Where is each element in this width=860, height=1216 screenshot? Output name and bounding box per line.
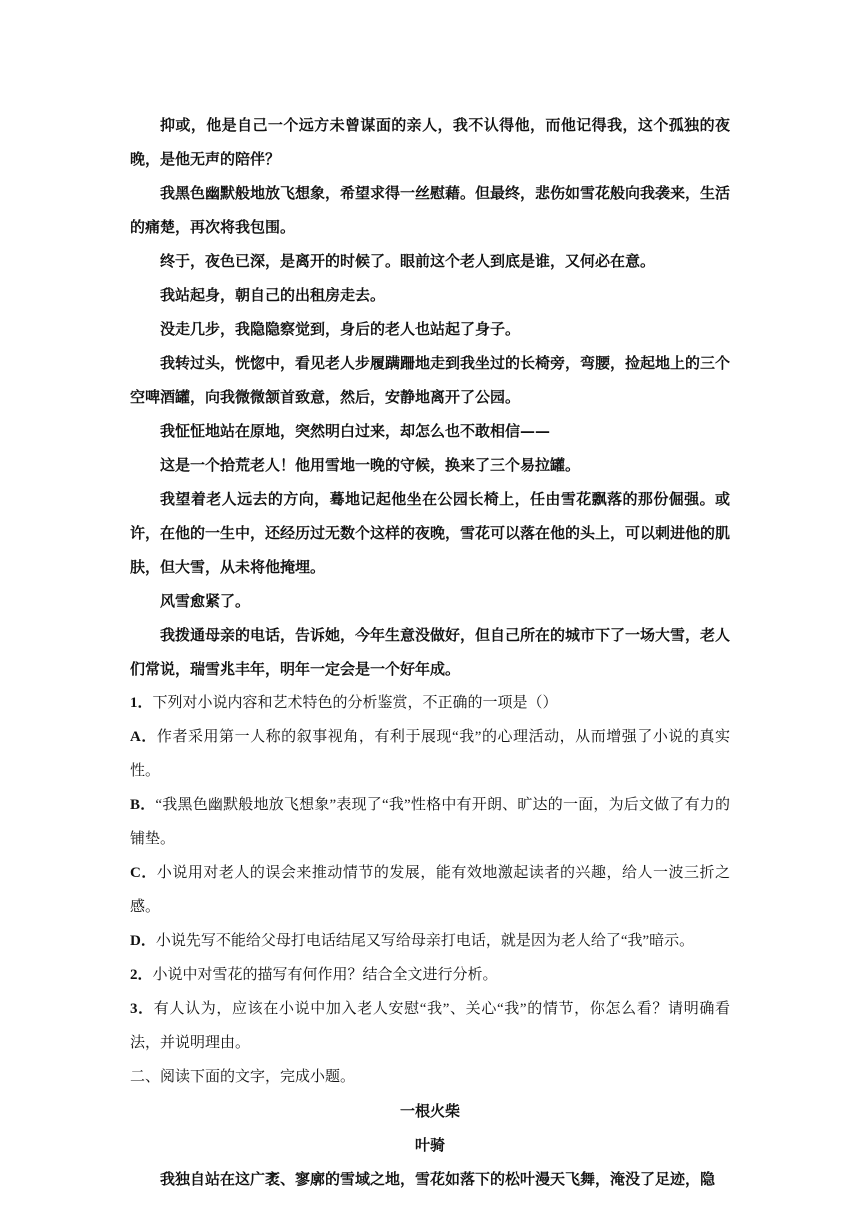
story-paragraph: 我黑色幽默般地放飞想象，希望求得一丝慰藉。但最终，悲伤如雪花般向我袭来，生活的痛楚，再次将我包围。 bbox=[130, 184, 731, 236]
story-paragraph: 终于，夜色已深，是离开的时候了。眼前这个老人到底是谁，又何必在意。 bbox=[160, 252, 656, 270]
story-paragraph: 抑或，他是自己一个远方未曾谋面的亲人，我不认得他，而他记得我，这个孤独的夜晚，是他无声的陪伴？ bbox=[130, 116, 730, 168]
document-page bbox=[130, 108, 730, 1196]
story-author: 叶骑 bbox=[414, 1136, 445, 1154]
option-c bbox=[130, 856, 730, 924]
story-title: 一根火柴 bbox=[399, 1102, 460, 1120]
story-paragraph: 我望着老人远去的方向，蓦地记起他坐在公园长椅上，任由雪花飘落的那份倔强。或许，在他的一生中，还经历过无数个这样的夜晚，雪花可以落在他的头上，可以刺进他的肌肤，但大雪，从未将他掩埋。 bbox=[130, 490, 731, 576]
question-3 bbox=[130, 992, 730, 1060]
story-paragraph: 我拨通母亲的电话，告诉她，今年生意没做好，但自己所在的城市下了一场大雪，老人们常说，瑞雪兆丰年，明年一定会是一个好年成。 bbox=[130, 626, 731, 678]
story-paragraph: 我怔怔地站在原地，突然明白过来，却怎么也不敢相信—— bbox=[160, 422, 551, 440]
option-text: 作者采用第一人称的叙事视角，有利于展现“我”的心理活动，从而增强了小说的真实性。 bbox=[130, 729, 730, 779]
option-b bbox=[130, 788, 730, 856]
question-text: 小说中对雪花的描写有何作用？结合全文进行分析。 bbox=[152, 967, 498, 983]
story-paragraph: 我独自站在这广袤、寥廓的雪域之地，雪花如落下的松叶漫天飞舞，淹没了足迹，隐 bbox=[160, 1170, 716, 1188]
story-paragraph: 这是一个拾荒老人！他用雪地一晚的守候，换来了三个易拉罐。 bbox=[160, 456, 581, 474]
option-text: 小说用对老人的误会来推动情节的发展，能有效地激起读者的兴趣，给人一波三折之感。 bbox=[130, 865, 730, 915]
story-paragraph: 我站起身，朝自己的出租房走去。 bbox=[160, 286, 386, 304]
story-paragraph: 没走几步，我隐隐察觉到，身后的老人也站起了身子。 bbox=[160, 320, 521, 338]
question-number: 1． bbox=[130, 695, 153, 711]
question-1 bbox=[130, 686, 730, 720]
option-letter: C． bbox=[130, 865, 157, 881]
question-2 bbox=[130, 958, 730, 992]
question-number: 2． bbox=[130, 967, 153, 983]
section-heading: 二、阅读下面的文字，完成小题。 bbox=[130, 1069, 356, 1085]
option-a bbox=[130, 720, 730, 788]
option-letter: D． bbox=[130, 933, 156, 949]
option-text: “我黑色幽默般地放飞想象”表现了“我”性格中有开朗、旷达的一面，为后文做了有力的铺垫。 bbox=[130, 797, 730, 847]
story-paragraph: 我转过头，恍惚中，看见老人步履蹒跚地走到我坐过的长椅旁，弯腰，捡起地上的三个空啤酒罐，向我微微颔首致意，然后，安静地离开了公园。 bbox=[130, 354, 731, 406]
question-text: 有人认为，应该在小说中加入老人安慰“我”、关心“我”的情节，你怎么看？请明确看法，并说明理由。 bbox=[130, 1001, 730, 1051]
option-d bbox=[130, 924, 730, 958]
story-paragraph: 风雪愈紧了。 bbox=[160, 592, 251, 610]
question-number: 3． bbox=[130, 1001, 154, 1017]
option-letter: B． bbox=[130, 797, 156, 813]
question-text: 下列对小说内容和艺术特色的分析鉴赏，不正确的一项是（） bbox=[152, 695, 558, 711]
option-letter: A． bbox=[130, 729, 157, 745]
option-text: 小说先写不能给父母打电话结尾又写给母亲打电话，就是因为老人给了“我”暗示。 bbox=[155, 933, 695, 949]
